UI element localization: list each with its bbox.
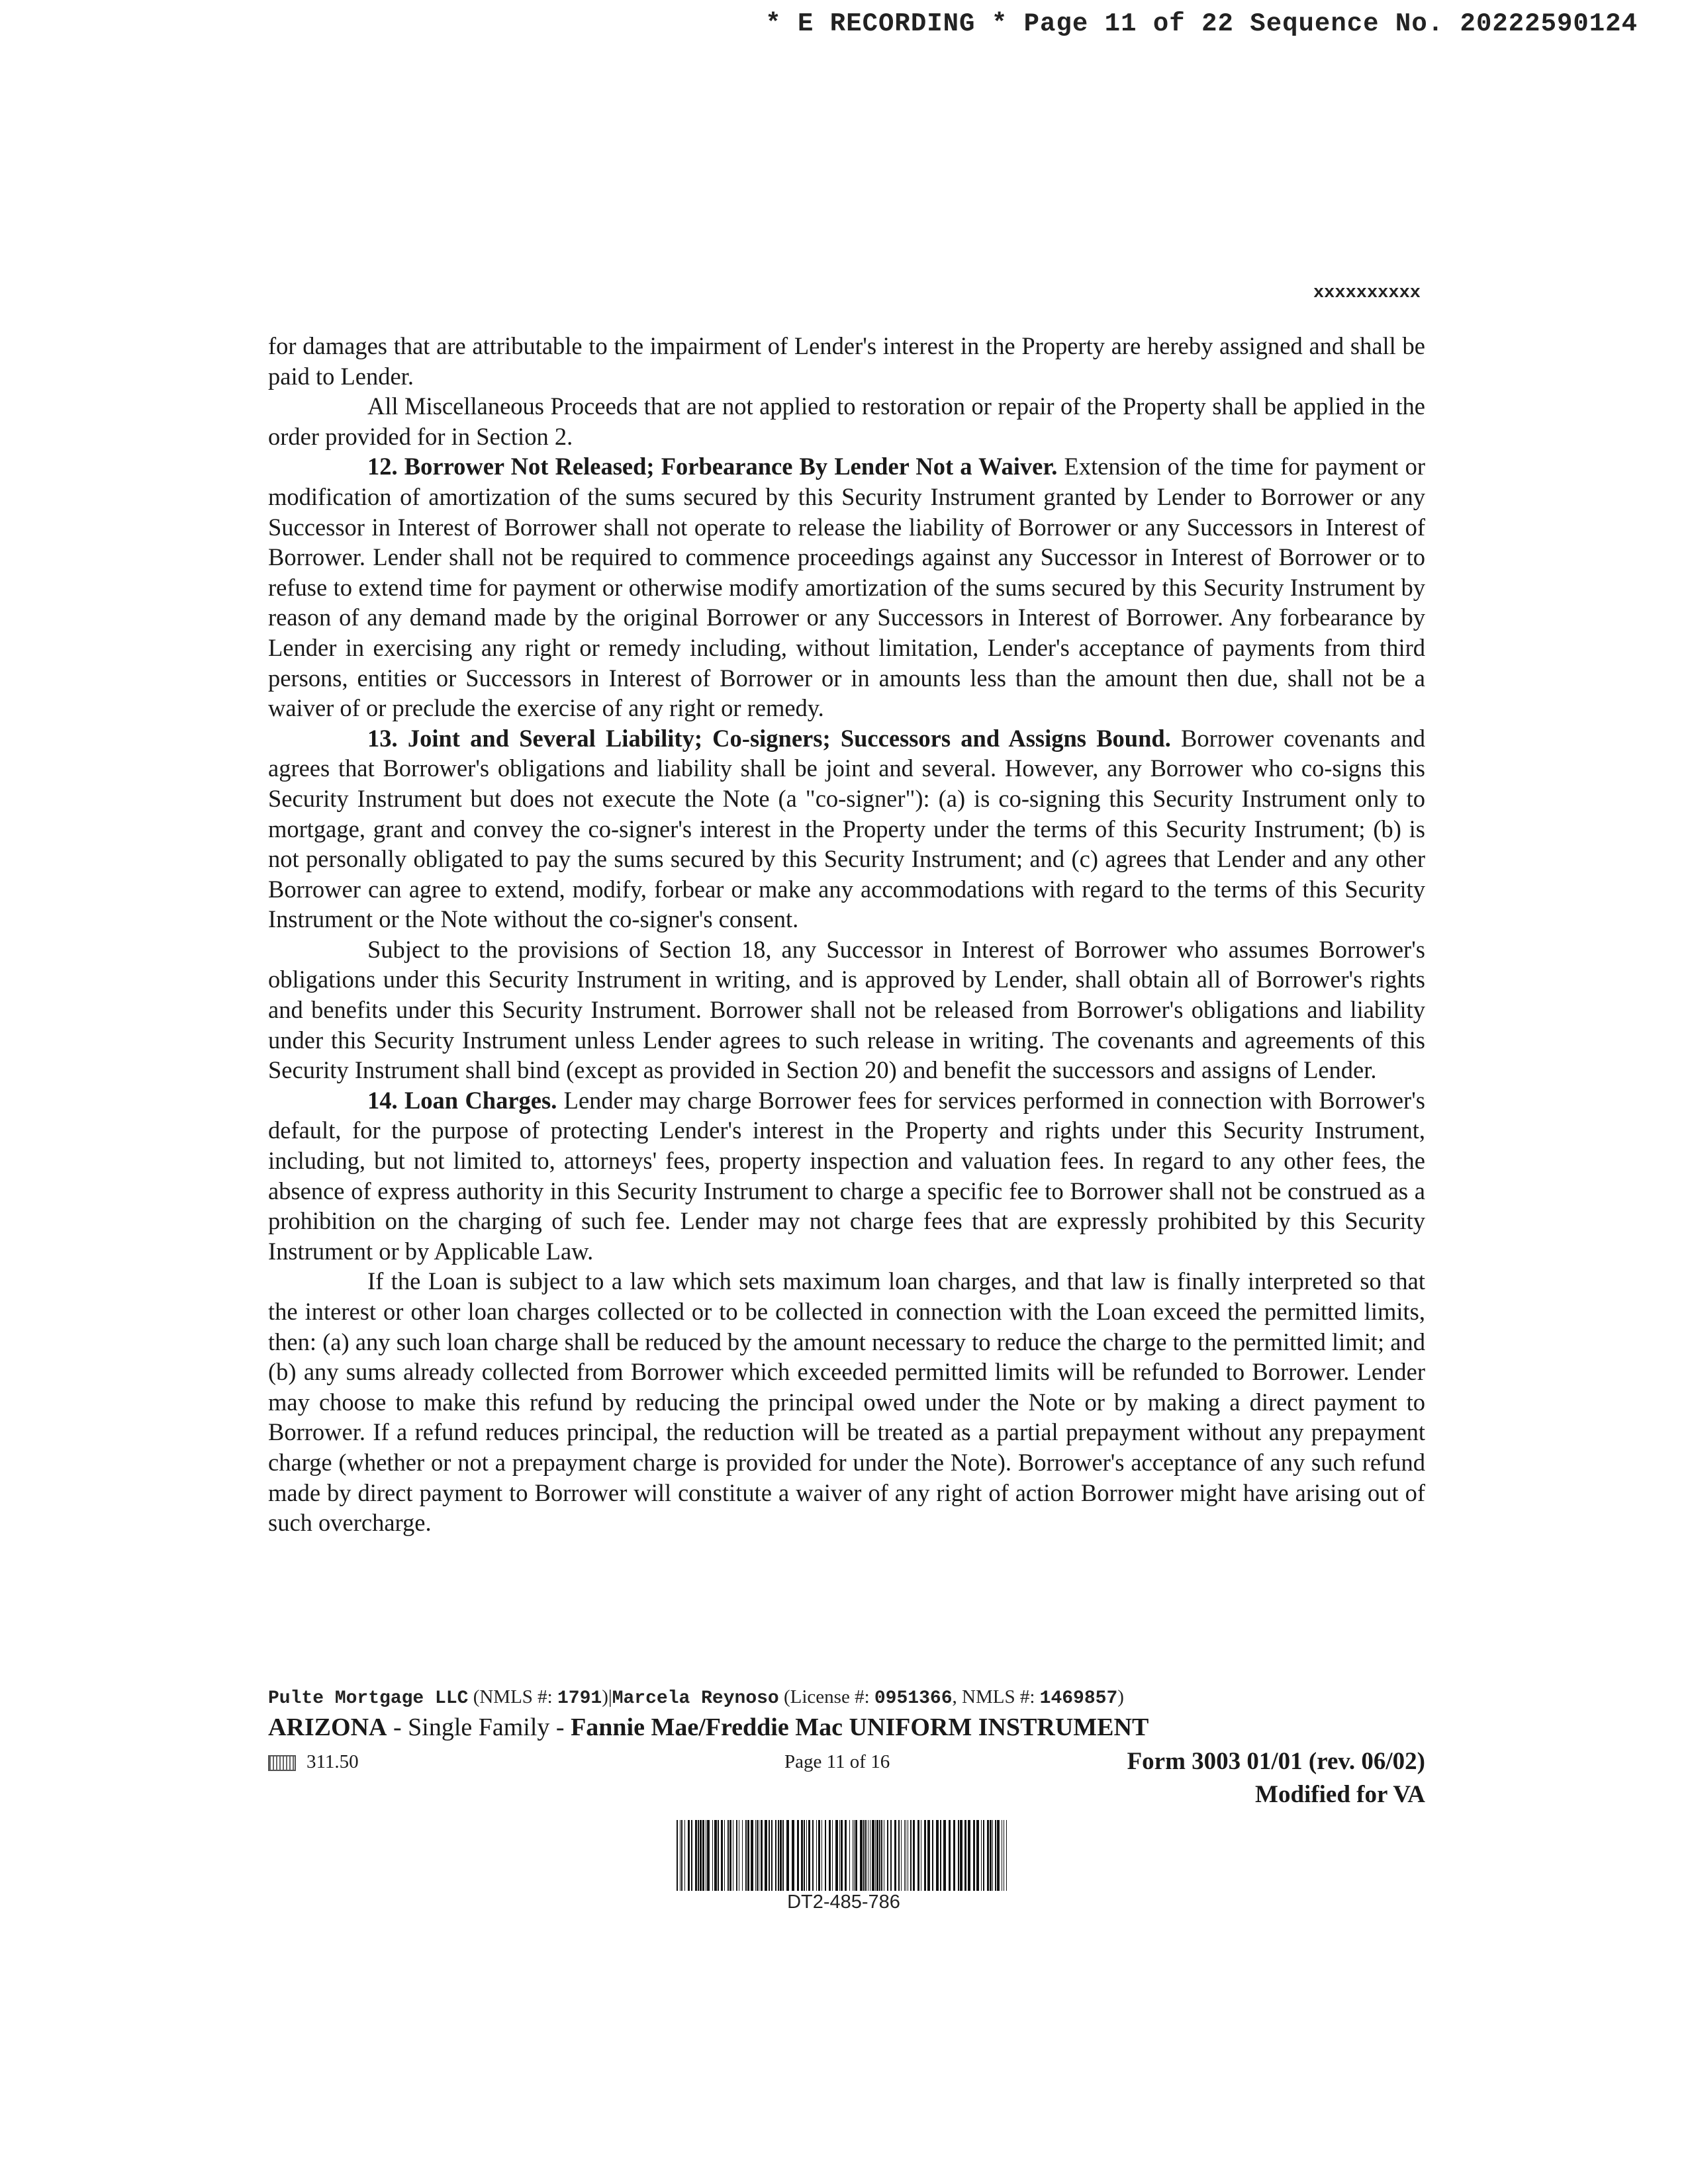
- lender-info: [268, 1686, 1124, 1709]
- footer-row: [268, 1747, 1425, 1780]
- section-14: [268, 1085, 1425, 1267]
- page-number: Page 11 of 16: [784, 1751, 890, 1772]
- lender-nmls-label: (NMLS #:: [468, 1686, 557, 1707]
- form-dash-1: -: [387, 1713, 408, 1741]
- form-number: Form 3003 01/01 (rev. 06/02): [1127, 1748, 1425, 1775]
- license-number: 0951366: [874, 1688, 953, 1709]
- modified-for-va: Modified for VA: [1255, 1781, 1425, 1808]
- doc-code-text: 311.50: [306, 1751, 359, 1772]
- document-body: [268, 331, 1425, 1538]
- barcode-icon: [677, 1820, 1011, 1891]
- section-13-text: Borrower covenants and agrees that Borrower's obligations and liability shall be joint and several. However, any Borrower who co-signs this Security Instrument but does not execute the Note (a "co-signer"): (a) is co-signing this Security Instrument only to mortgage, grant and convey the co-signer's interest in the Property under the terms of this Security Instrument; (b) is not personally obligated to pay the sums secured by this Security Instrument; and (c) agrees that Lender and any other Borrower can agree to extend, modify, forbear or make any accommodations with regard to the terms of this Security Instrument or the Note without the co-signer's consent.: [268, 724, 1425, 933]
- recording-header: * E RECORDING * Page 11 of 22 Sequence No. 20222590124: [765, 9, 1638, 38]
- doc-code: [268, 1751, 359, 1773]
- paragraph-damages: for damages that are attributable to the impairment of Lender's interest in the Property are hereby assigned and shall be paid to Lender.: [268, 332, 1425, 390]
- section-14-text: Lender may charge Borrower fees for services performed in connection with Borrower's default, for the purpose of protecting Lender's interest in the Property and rights under this Security Instrument, including, but not limited to, attorneys' fees, property inspection and valuation fees. In regard to any other fees, the absence of express authority in this Security Instrument to charge a specific fee to Borrower shall not be construed as a prohibition on the charging of such fee. Lender may not charge fees that are expressly prohibited by this Security Instrument or by Applicable Law.: [268, 1086, 1425, 1265]
- paragraph-successors: Subject to the provisions of Section 18, any Successor in Interest of Borrower who assumes Borrower's obligations under this Security Instrument in writing, and is approved by Lender, shall obtain all of Borrower's rights and benefits under this Security Instrument. Borrower shall not be released from Borrower's obligations and liability under this Security Instrument unless Lender agrees to such release in writing. The covenants and agreements of this Security Instrument shall bind (except as provided in Section 20) and benefit the successors and assigns of Lender.: [268, 935, 1425, 1084]
- originator-nmls: 1469857: [1039, 1688, 1118, 1709]
- barcode-text: DT2-485-786: [787, 1891, 900, 1913]
- form-dash-2: -: [549, 1713, 571, 1741]
- lender-nmls: 1791: [557, 1688, 602, 1709]
- doc-logo-icon: [268, 1755, 296, 1771]
- lender-separator: )|: [602, 1686, 612, 1707]
- form-title: [268, 1713, 1149, 1742]
- section-13-title: 13. Joint and Several Liability; Co-signers; Successors and Assigns Bound.: [367, 724, 1171, 752]
- section-13: [268, 723, 1425, 934]
- paragraph-max-charges: If the Loan is subject to a law which sets maximum loan charges, and that law is finally interpreted so that the interest or other loan charges collected or to be collected in connection with the Loan exceed the permitted limits, then: (a) any such loan charge shall be reduced by the amount necessary to reduce the charge to the permitted limit; and (b) any sums already collected from Borrower which exceeded permitted limits will be refunded to Borrower. Lender may choose to make this refund by reducing the principal owed under the Note or by making a direct payment to Borrower. If a refund reduces principal, the reduction will be treated as a partial prepayment without any prepayment charge (whether or not a prepayment charge is provided for under the Note). Borrower's acceptance of any such refund made by direct payment to Borrower will constitute a waiver of any right of action Borrower might have arising out of such overcharge.: [268, 1267, 1425, 1537]
- close-paren: ): [1117, 1686, 1124, 1707]
- form-instrument: Fannie Mae/Freddie Mac UNIFORM INSTRUMENT: [571, 1713, 1149, 1741]
- section-12-text: Extension of the time for payment or modification of amortization of the sums secured by this Security Instrument granted by Lender to Borrower or any Successor in Interest of Borrower shall not operate to release the liability of Borrower or any Successors in Interest of Borrower. Lender shall not be required to commence proceedings against any Successor in Interest of Borrower or to refuse to extend time for payment or otherwise modify amortization of the sums secured by this Security Instrument by reason of any demand made by the original Borrower or any Successors in Interest of Borrower. Any forbearance by Lender in exercising any right or remedy including, without limitation, Lender's acceptance of payments from third persons, entities or Successors in Interest of Borrower or in amounts less than the amount then due, shall not be a waiver of or preclude the exercise of any right or remedy.: [268, 453, 1426, 722]
- section-12-title: 12. Borrower Not Released; Forbearance By Lender Not a Waiver.: [367, 453, 1058, 480]
- lender-name: Pulte Mortgage LLC: [268, 1688, 469, 1709]
- form-state: ARIZONA: [268, 1713, 387, 1741]
- loan-number: xxxxxxxxxx: [1313, 283, 1421, 303]
- originator-nmls-label: , NMLS #:: [952, 1686, 1040, 1707]
- section-14-title: 14. Loan Charges.: [367, 1086, 557, 1114]
- section-12: [268, 451, 1425, 723]
- form-family: Single Family: [408, 1713, 550, 1741]
- license-label: (License #:: [778, 1686, 874, 1707]
- originator-name: Marcela Reynoso: [612, 1688, 779, 1709]
- paragraph-misc-proceeds: All Miscellaneous Proceeds that are not applied to restoration or repair of the Property shall be applied in the order provided for in Section 2.: [268, 392, 1425, 450]
